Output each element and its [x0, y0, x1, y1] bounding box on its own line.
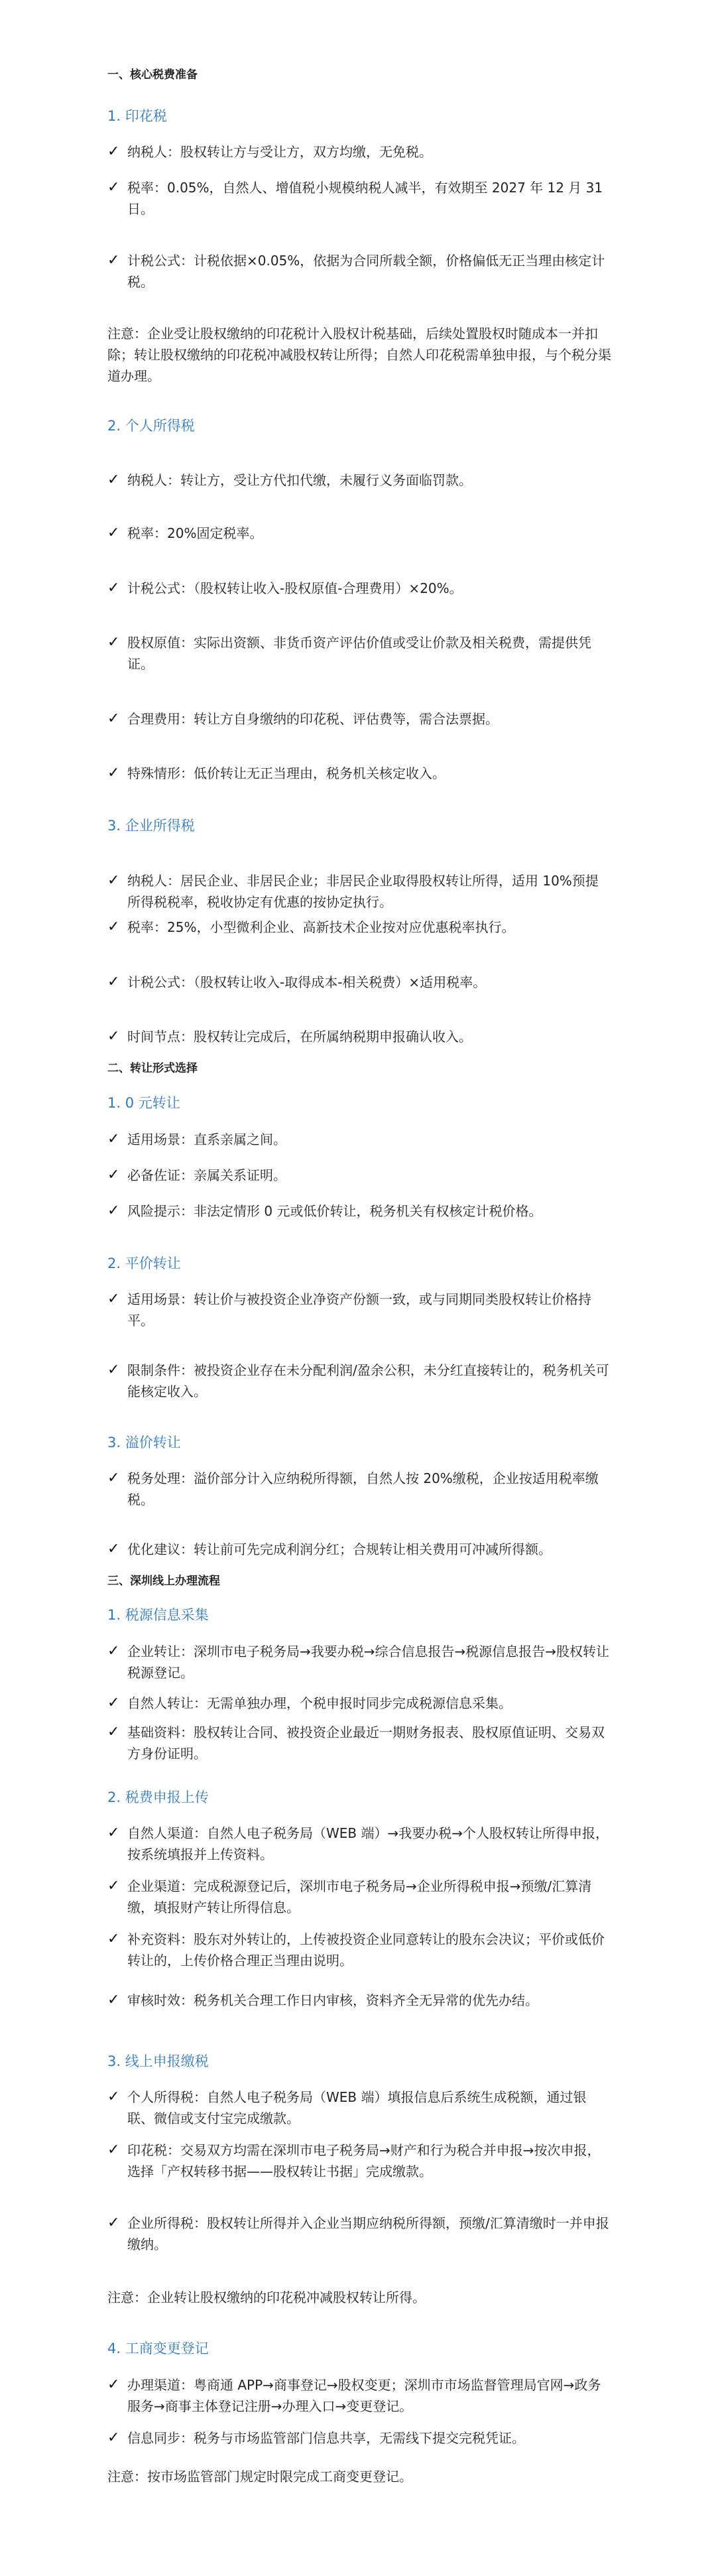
- list-item: ✓ 限制条件：被投资企业存在未分配利润/盈余公积，未分红直接转让的，税务机关可能核定收入。: [107, 1360, 611, 1402]
- check-icon: ✓: [107, 1131, 120, 1147]
- list-item: ✓ 补充资料：股东对外转让的，上传被投资企业同意转让的股东会决议；平价或低价转让的，上传价格合理正当理由说明。: [107, 1929, 611, 1971]
- check-icon: ✓: [107, 580, 120, 596]
- check-icon: ✓: [107, 1931, 120, 1947]
- list-item: ✓ 纳税人：居民企业、非居民企业；非居民企业取得股权转让所得，适用 10%预提所得税税率，税收协定有优惠的按协定执行。: [107, 870, 611, 913]
- check-icon: ✓: [107, 472, 120, 488]
- subsection-tax-filing-upload: 2. 税费申报上传: [107, 1789, 209, 1805]
- check-icon: ✓: [107, 765, 120, 781]
- list-item: ✓ 股权原值：实际出资额、非货币资产评估价值或受让价款及相关税费，需提供凭证。: [107, 632, 611, 675]
- check-icon: ✓: [107, 1362, 120, 1378]
- list-item: ✓ 自然人转让：无需单独办理，个税申报时同步完成税源信息采集。: [107, 1693, 611, 1714]
- list-item: ✓ 办理渠道：粤商通 APP→商事登记→股权变更；深圳市市场监督管理局官网→政务服务→商事主体登记注册→办理入口→变更登记。: [107, 2374, 611, 2417]
- list-item: ✓ 计税公式：（股权转让收入-取得成本-相关税费）×适用税率。: [107, 972, 611, 993]
- list-item: ✓ 审核时效：税务机关合理工作日内审核，资料齐全无异常的优先办结。: [107, 1990, 611, 2011]
- check-icon: ✓: [107, 1202, 120, 1219]
- list-item: ✓ 基础资料：股权转让合同、被投资企业最近一期财务报表、股权原值证明、交易双方身份证明。: [107, 1722, 611, 1764]
- check-icon: ✓: [107, 525, 120, 541]
- note-text: 注意：企业转让股权缴纳的印花税冲减股权转让所得。: [107, 2289, 426, 2305]
- check-icon: ✓: [107, 2142, 120, 2158]
- list-item: ✓ 风险提示：非法定情形 0 元或低价转让，税务机关有权核定计税价格。: [107, 1200, 611, 1222]
- section-title-core-taxes: 一、核心税费准备: [107, 68, 198, 82]
- check-icon: ✓: [107, 1291, 120, 1307]
- check-icon: ✓: [107, 1541, 120, 1557]
- list-item: ✓ 适用场景：转让价与被投资企业净资产份额一致，或与同期同类股权转让价格持平。: [107, 1289, 611, 1331]
- check-icon: ✓: [107, 252, 120, 269]
- list-item: ✓ 自然人渠道：自然人电子税务局（WEB 端）→我要办税→个人股权转让所得申报，按系统填报并上传资料。: [107, 1823, 611, 1865]
- list-item: ✓ 企业所得税：股权转让所得并入企业当期应纳税所得额，预缴/汇算清缴时一并申报缴纳。: [107, 2213, 611, 2255]
- list-item: ✓ 税率：25%，小型微利企业、高新技术企业按对应优惠税率执行。: [107, 917, 611, 938]
- note-text: 注意：企业受让股权缴纳的印花税计入股权计税基础，后续处置股权时随成本一并扣除；转让股权缴纳的印花税冲减股权转让所得；自然人印花税需单独申报，与个税分渠道办理。: [107, 326, 611, 384]
- subsection-zero-transfer: 1. 0 元转让: [107, 1095, 180, 1111]
- subsection-business-registration-change: 4. 工商变更登记: [107, 2341, 209, 2356]
- check-icon: ✓: [107, 710, 120, 727]
- subsection-online-payment: 3. 线上申报缴税: [107, 2053, 209, 2069]
- list-item: ✓ 适用场景：直系亲属之间。: [107, 1129, 611, 1150]
- subsection-par-transfer: 2. 平价转让: [107, 1256, 181, 1271]
- list-item: ✓ 税率：0.05%，自然人、增值税小规模纳税人减半，有效期至 2027 年 12 月 31 日。: [107, 177, 611, 220]
- subsection-premium-transfer: 3. 溢价转让: [107, 1435, 181, 1450]
- list-item: ✓ 企业转让：深圳市电子税务局→我要办税→综合信息报告→税源信息报告→股权转让税源登记。: [107, 1641, 611, 1683]
- check-icon: ✓: [107, 1167, 120, 1183]
- subsection-individual-income-tax: 2. 个人所得税: [107, 418, 195, 434]
- section-title-shenzhen-online-process: 三、深圳线上办理流程: [107, 1575, 220, 1588]
- subsection-corporate-income-tax: 3. 企业所得税: [107, 818, 195, 834]
- check-icon: ✓: [107, 1643, 120, 1659]
- check-icon: ✓: [107, 1470, 120, 1486]
- check-icon: ✓: [107, 974, 120, 990]
- check-icon: ✓: [107, 1825, 120, 1841]
- check-icon: ✓: [107, 1878, 120, 1894]
- check-icon: ✓: [107, 919, 120, 935]
- check-icon: ✓: [107, 2429, 120, 2446]
- list-item: ✓ 纳税人：转让方，受让方代扣代缴，未履行义务面临罚款。: [107, 470, 611, 491]
- list-item: ✓ 企业渠道：完成税源登记后，深圳市电子税务局→企业所得税申报→预缴/汇算清缴，填报财产转让所得信息。: [107, 1876, 611, 1918]
- list-item: ✓ 时间节点：股权转让完成后，在所属纳税期申报确认收入。: [107, 1026, 611, 1047]
- list-item: ✓ 优化建议：转让前可先完成利润分红；合规转让相关费用可冲减所得额。: [107, 1539, 611, 1560]
- list-item: ✓ 印花税：交易双方均需在深圳市电子税务局→财产和行为税合并申报→按次申报，选择「产权转移书据——股权转让书据」完成缴款。: [107, 2140, 611, 2182]
- check-icon: ✓: [107, 634, 120, 651]
- check-icon: ✓: [107, 1028, 120, 1045]
- subsection-tax-source-collection: 1. 税源信息采集: [107, 1607, 209, 1623]
- list-item: ✓ 合理费用：转让方自身缴纳的印花税、评估费等，需合法票据。: [107, 708, 611, 730]
- list-item: ✓ 计税公式：计税依据×0.05%，依据为合同所载全额，价格偏低无正当理由核定计税。: [107, 250, 611, 292]
- check-icon: ✓: [107, 872, 120, 889]
- check-icon: ✓: [107, 2089, 120, 2105]
- check-icon: ✓: [107, 2376, 120, 2393]
- list-item: ✓ 必备佐证：亲属关系证明。: [107, 1165, 611, 1186]
- check-icon: ✓: [107, 143, 120, 160]
- subsection-stamp-duty: 1. 印花税: [107, 108, 167, 124]
- list-item: ✓ 特殊情形：低价转让无正当理由，税务机关核定收入。: [107, 763, 611, 784]
- section-title-transfer-forms: 二、转让形式选择: [107, 1062, 198, 1075]
- list-item: ✓ 税率：20%固定税率。: [107, 523, 611, 544]
- check-icon: ✓: [107, 1695, 120, 1711]
- list-item: ✓ 纳税人：股权转让方与受让方，双方均缴，无免税。: [107, 141, 611, 162]
- check-icon: ✓: [107, 1992, 120, 2008]
- note-text: 注意：按市场监管部门规定时限完成工商变更登记。: [107, 2469, 412, 2484]
- check-icon: ✓: [107, 2215, 120, 2231]
- list-item: ✓ 税务处理：溢价部分计入应纳税所得额，自然人按 20%缴税，企业按适用税率缴税。: [107, 1468, 611, 1510]
- list-item: ✓ 个人所得税：自然人电子税务局（WEB 端）填报信息后系统生成税额，通过银联、微信或支付宝完成缴款。: [107, 2087, 611, 2129]
- list-item: ✓ 信息同步：税务与市场监管部门信息共享，无需线下提交完税凭证。: [107, 2427, 611, 2449]
- check-icon: ✓: [107, 179, 120, 196]
- list-item: ✓ 计税公式：（股权转让收入-股权原值-合理费用）×20%。: [107, 578, 611, 599]
- check-icon: ✓: [107, 1724, 120, 1740]
